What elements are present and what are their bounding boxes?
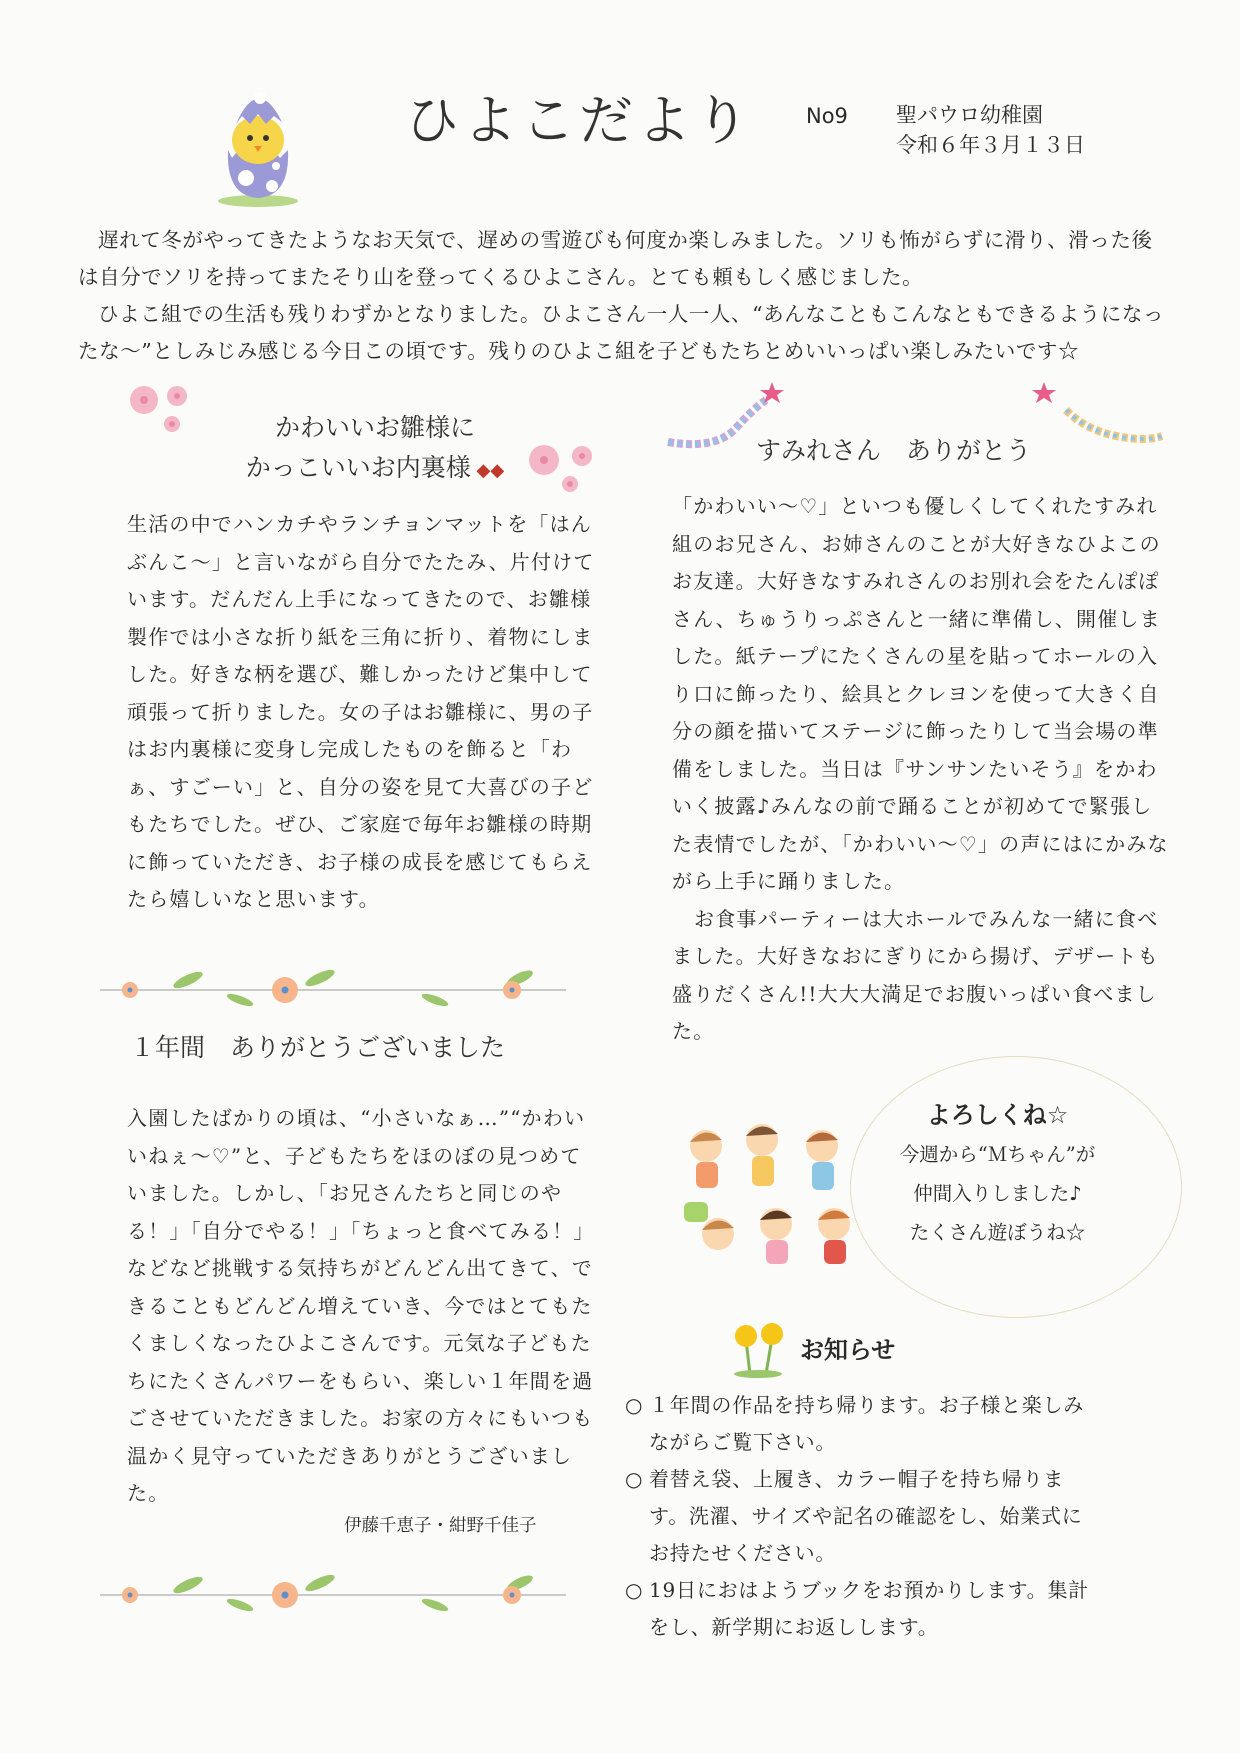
hina-heading-line1: かわいいお雛様に <box>274 413 475 442</box>
issue-date: 令和６年３月１３日 <box>896 133 1085 157</box>
thanks-body <box>127 1100 597 1513</box>
flower-divider-2 <box>100 1565 570 1615</box>
school-info <box>896 100 1085 160</box>
plum-flowers-left-icon <box>122 378 202 438</box>
sumire-body <box>672 488 1172 1051</box>
notice-item: ○ １年間の作品を持ち帰ります。お子様と楽しみながらご覧下さい。 <box>625 1393 1085 1454</box>
thanks-heading: １年間 ありがとうございました <box>130 1033 506 1062</box>
children-illustration <box>676 1106 876 1276</box>
hina-body <box>127 506 597 919</box>
school-name: 聖パウロ幼稚園 <box>896 103 1043 127</box>
notice-item: ○ 着替え袋、上履き、カラー帽子を持ち帰ります。洗濯、サイズや記名の確認をし、始業式にお持たせください。 <box>625 1467 1083 1565</box>
hina-dolls-icon: ◆◆ <box>470 460 505 481</box>
welcome-line-3: たくさん遊ぼうね☆ <box>909 1221 1086 1244</box>
sumire-body-text-2: お食事パーティーは大ホールでみんな一緒に食べました。大好きなおにぎりにから揚げ、デザートも盛りだくさん!!大大大満足でお腹いっぱい食べました。 <box>672 906 1159 1043</box>
hina-body-text: 生活の中でハンカチやランチョンマットを「はんぶんこ～」と言いながら自分でたたみ、片付けています。だんだん上手になってきたので、お雛様製作では小さな折り紙を三角に折り、着物にしました。好きな柄を選び、難しかったけど集中して頑張って折りました。女の子はお雛様に、男の子はお内裏様に変身し完成したものを飾ると「わぁ、すごーい」と、自分の姿を見て大喜びの子どもたちでした。ぜひ、ご家庭で毎年お雛様の時期に飾っていただき、お子様の成長を感じてもらえたら嬉しいなと思います。 <box>127 512 595 911</box>
welcome-title: よろしくね☆ <box>926 1101 1069 1129</box>
welcome-line-2: 仲間入りしました♪ <box>913 1182 1082 1205</box>
notices-title: お知らせ <box>800 1336 896 1364</box>
dandelion-icon <box>726 1318 792 1378</box>
intro-paragraph-1: 遅れて冬がやってきたようなお天気で、遅めの雪遊びも何度か楽しみました。ソリも怖がらずに滑り、滑った後は自分でソリを持ってまたそり山を登ってくるひよこさん。とても頼もしく感じました。 <box>78 228 1153 289</box>
notice-item-text: 19日におはようブックをお預かりします。集計をし、新学期にお返しします。 <box>649 1578 1090 1639</box>
welcome-message <box>860 1096 1135 1252</box>
intro-section <box>78 222 1168 370</box>
hina-heading-line2: かっこいいお内裏様 <box>245 453 471 482</box>
sumire-body-text-1: 「かわいい～♡」といつも優しくしてくれたすみれ組のお兄さん、お姉さんのことが大好きなひよこのお友達。大好きなすみれさんのお別れ会をたんぽぽさん、ちゅうりっぷさんと一緒に準備し、開催しました。紙テープにたくさんの星を貼ってホールの入り口に飾ったり、絵具とクレヨンを使って大きく自分の顔を描いてステージに飾ったりして当会場の準備をしました。当日は『サンサンたいそう』をかわいく披露♪みんなの前で踊ることが初めてで緊張した表情でしたが、「かわいい～♡」の声にはにかみながら上手に踊りました。 <box>672 494 1169 893</box>
notice-item-text: 着替え袋、上履き、カラー帽子を持ち帰ります。洗濯、サイズや記名の確認をし、始業式にお持たせください。 <box>649 1467 1083 1565</box>
newsletter-title: ひよこだより <box>405 89 753 152</box>
flower-divider-1 <box>100 960 570 1010</box>
teacher-signature: 伊藤千恵子・紺野千佳子 <box>344 1516 537 1536</box>
sumire-heading: すみれさん ありがとう <box>756 436 1032 465</box>
chick-egg-illustration <box>208 78 308 208</box>
intro-paragraph-2: ひよこ組での生活も残りわずかとなりました。ひよこさん一人一人、“あんなこともこんなともできるようになったな～”としみじみ感じる今日この頃です。残りのひよこ組を子どもたちとめいいっぱい楽しみたいです☆ <box>78 302 1165 363</box>
notice-item-text: １年間の作品を持ち帰ります。お子様と楽しみながらご覧下さい。 <box>649 1393 1085 1454</box>
notice-item: ○ 19日におはようブックをお預かりします。集計をし、新学期にお返しします。 <box>625 1578 1090 1639</box>
issue-number: No9 <box>806 104 848 128</box>
notices-list <box>625 1387 1095 1646</box>
thanks-body-text: 入園したばかりの頃は、“小さいなぁ…”“かわいいねぇ～♡”と、子どもたちをほのぼの見つめていました。しかし、「お兄さんたちと同じのやる！」「自分でやる！」「ちょっと食べてみる！」などなど挑戦する気持ちがどんどん出てきて、できることもどんどん増えていき、今ではとてもたくましくなったひよこさんです。元気な子どもたちにたくさんパワーをもらい、楽しい１年間を過ごさせていただきました。お家の方々にもいつも温かく見守っていただきありがとうございました。 <box>127 1106 595 1505</box>
welcome-line-1: 今週から“Ｍちゃん”が <box>899 1143 1096 1166</box>
hina-heading <box>200 408 550 491</box>
